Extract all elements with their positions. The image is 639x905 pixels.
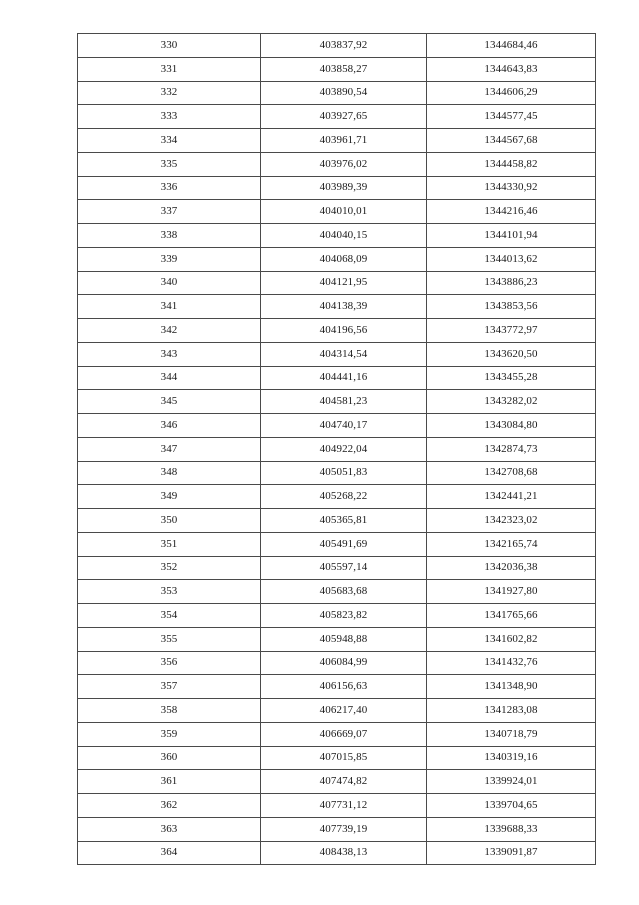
point-number-cell: 333 [78,105,261,129]
point-number-cell: 363 [78,817,261,841]
x-coordinate-cell: 403927,65 [261,105,427,129]
y-coordinate-cell: 1339091,87 [427,841,596,865]
table-row [78,366,596,390]
point-number-cell: 357 [78,675,261,699]
point-number-cell: 342 [78,319,261,343]
x-coordinate-cell: 403961,71 [261,129,427,153]
y-coordinate-cell: 1344330,92 [427,176,596,200]
coordinates-table [77,33,596,865]
x-coordinate-cell: 406156,63 [261,675,427,699]
point-number-cell: 364 [78,841,261,865]
table-row [78,675,596,699]
table-row [78,342,596,366]
y-coordinate-cell: 1342323,02 [427,509,596,533]
x-coordinate-cell: 407474,82 [261,770,427,794]
table-row [78,794,596,818]
x-coordinate-cell: 405365,81 [261,509,427,533]
x-coordinate-cell: 404196,56 [261,319,427,343]
y-coordinate-cell: 1342165,74 [427,532,596,556]
y-coordinate-cell: 1343620,50 [427,342,596,366]
y-coordinate-cell: 1342708,68 [427,461,596,485]
y-coordinate-cell: 1342874,73 [427,437,596,461]
point-number-cell: 346 [78,414,261,438]
table-row [78,746,596,770]
x-coordinate-cell: 404581,23 [261,390,427,414]
x-coordinate-cell: 403989,39 [261,176,427,200]
point-number-cell: 361 [78,770,261,794]
table-row [78,699,596,723]
y-coordinate-cell: 1341432,76 [427,651,596,675]
table-row [78,580,596,604]
table-row [78,224,596,248]
y-coordinate-cell: 1344458,82 [427,152,596,176]
x-coordinate-cell: 405597,14 [261,556,427,580]
table-row [78,271,596,295]
x-coordinate-cell: 407739,19 [261,817,427,841]
point-number-cell: 355 [78,627,261,651]
table-row [78,841,596,865]
table-row [78,817,596,841]
table-row [78,105,596,129]
table-row [78,34,596,58]
table-row [78,604,596,628]
point-number-cell: 350 [78,509,261,533]
table-row [78,461,596,485]
y-coordinate-cell: 1341765,66 [427,604,596,628]
point-number-cell: 339 [78,247,261,271]
y-coordinate-cell: 1344643,83 [427,57,596,81]
coordinates-table-body [78,34,596,865]
table-row [78,176,596,200]
x-coordinate-cell: 404314,54 [261,342,427,366]
y-coordinate-cell: 1344577,45 [427,105,596,129]
point-number-cell: 344 [78,366,261,390]
point-number-cell: 345 [78,390,261,414]
table-row [78,129,596,153]
x-coordinate-cell: 406084,99 [261,651,427,675]
point-number-cell: 356 [78,651,261,675]
y-coordinate-cell: 1341283,08 [427,699,596,723]
point-number-cell: 338 [78,224,261,248]
y-coordinate-cell: 1341348,90 [427,675,596,699]
point-number-cell: 343 [78,342,261,366]
x-coordinate-cell: 405683,68 [261,580,427,604]
x-coordinate-cell: 404121,95 [261,271,427,295]
point-number-cell: 351 [78,532,261,556]
point-number-cell: 347 [78,437,261,461]
point-number-cell: 334 [78,129,261,153]
table-row [78,247,596,271]
y-coordinate-cell: 1344684,46 [427,34,596,58]
point-number-cell: 358 [78,699,261,723]
y-coordinate-cell: 1343886,23 [427,271,596,295]
x-coordinate-cell: 408438,13 [261,841,427,865]
x-coordinate-cell: 405268,22 [261,485,427,509]
point-number-cell: 340 [78,271,261,295]
point-number-cell: 341 [78,295,261,319]
x-coordinate-cell: 403837,92 [261,34,427,58]
x-coordinate-cell: 405491,69 [261,532,427,556]
x-coordinate-cell: 404010,01 [261,200,427,224]
x-coordinate-cell: 404441,16 [261,366,427,390]
x-coordinate-cell: 404740,17 [261,414,427,438]
y-coordinate-cell: 1344013,62 [427,247,596,271]
y-coordinate-cell: 1344216,46 [427,200,596,224]
table-row [78,319,596,343]
point-number-cell: 330 [78,34,261,58]
y-coordinate-cell: 1344567,68 [427,129,596,153]
point-number-cell: 362 [78,794,261,818]
point-number-cell: 359 [78,722,261,746]
table-row [78,532,596,556]
x-coordinate-cell: 405823,82 [261,604,427,628]
table-row [78,770,596,794]
x-coordinate-cell: 404922,04 [261,437,427,461]
y-coordinate-cell: 1343282,02 [427,390,596,414]
x-coordinate-cell: 405948,88 [261,627,427,651]
table-row [78,390,596,414]
table-row [78,485,596,509]
y-coordinate-cell: 1342036,38 [427,556,596,580]
point-number-cell: 353 [78,580,261,604]
table-row [78,200,596,224]
y-coordinate-cell: 1340718,79 [427,722,596,746]
y-coordinate-cell: 1340319,16 [427,746,596,770]
table-row [78,651,596,675]
table-row [78,627,596,651]
x-coordinate-cell: 406217,40 [261,699,427,723]
point-number-cell: 349 [78,485,261,509]
x-coordinate-cell: 406669,07 [261,722,427,746]
table-row [78,57,596,81]
point-number-cell: 335 [78,152,261,176]
y-coordinate-cell: 1343084,80 [427,414,596,438]
table-row [78,152,596,176]
point-number-cell: 337 [78,200,261,224]
point-number-cell: 352 [78,556,261,580]
point-number-cell: 354 [78,604,261,628]
y-coordinate-cell: 1343772,97 [427,319,596,343]
point-number-cell: 360 [78,746,261,770]
x-coordinate-cell: 403858,27 [261,57,427,81]
table-row [78,295,596,319]
y-coordinate-cell: 1343853,56 [427,295,596,319]
y-coordinate-cell: 1339704,65 [427,794,596,818]
y-coordinate-cell: 1343455,28 [427,366,596,390]
y-coordinate-cell: 1341602,82 [427,627,596,651]
table-row [78,509,596,533]
point-number-cell: 331 [78,57,261,81]
x-coordinate-cell: 403976,02 [261,152,427,176]
point-number-cell: 336 [78,176,261,200]
x-coordinate-cell: 407015,85 [261,746,427,770]
y-coordinate-cell: 1341927,80 [427,580,596,604]
x-coordinate-cell: 404040,15 [261,224,427,248]
table-row [78,437,596,461]
y-coordinate-cell: 1339688,33 [427,817,596,841]
point-number-cell: 348 [78,461,261,485]
x-coordinate-cell: 405051,83 [261,461,427,485]
y-coordinate-cell: 1344101,94 [427,224,596,248]
point-number-cell: 332 [78,81,261,105]
y-coordinate-cell: 1344606,29 [427,81,596,105]
y-coordinate-cell: 1339924,01 [427,770,596,794]
table-row [78,556,596,580]
x-coordinate-cell: 407731,12 [261,794,427,818]
x-coordinate-cell: 404068,09 [261,247,427,271]
table-row [78,722,596,746]
table-row [78,414,596,438]
x-coordinate-cell: 404138,39 [261,295,427,319]
table-row [78,81,596,105]
y-coordinate-cell: 1342441,21 [427,485,596,509]
x-coordinate-cell: 403890,54 [261,81,427,105]
